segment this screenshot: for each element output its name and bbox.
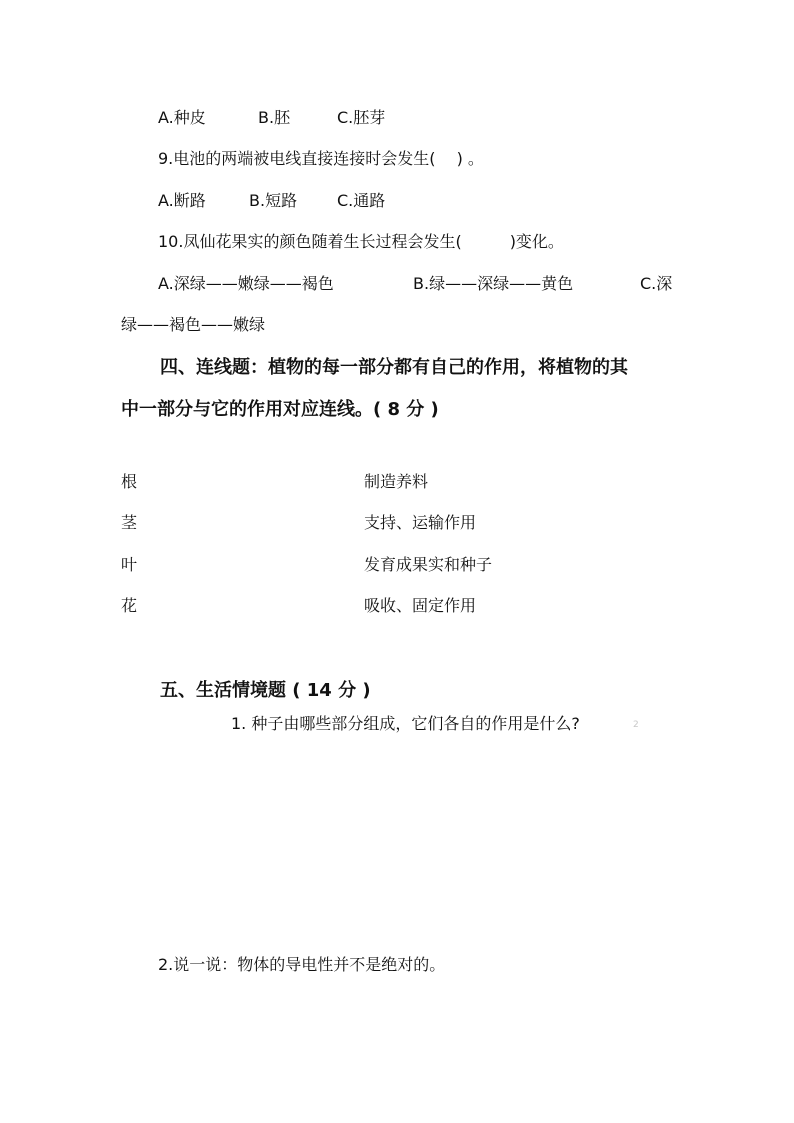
q9-option-c: C.通路: [337, 191, 386, 210]
faint-mark: 2: [633, 720, 639, 730]
plant-function-2: 支持、运输作用: [364, 513, 477, 532]
plant-part-stem: 茎: [121, 513, 138, 532]
q10-stem: 10.凤仙花果实的颜色随着生长过程会发生( )变化。: [158, 232, 564, 251]
q10-option-c: C.深: [640, 274, 673, 293]
section5-title: 五、生活情境题 ( 14 分 ): [160, 680, 371, 701]
q8-option-c: C.胚芽: [337, 108, 386, 127]
q8-option-b: B.胚: [258, 108, 291, 127]
q8-option-a: A.种皮: [158, 108, 206, 127]
q9-option-a: A.断路: [158, 191, 206, 210]
section5-question-1: 1. 种子由哪些部分组成，它们各自的作用是什么?: [231, 714, 580, 733]
plant-part-leaf: 叶: [121, 555, 138, 574]
q10-option-b: B.绿——深绿——黄色: [413, 274, 574, 293]
plant-part-root: 根: [121, 472, 138, 491]
q10-option-a: A.深绿——嫩绿——褐色: [158, 274, 334, 293]
section4-title-line1: 四、连线题：植物的每一部分都有自己的作用，将植物的其: [160, 357, 628, 378]
plant-function-3: 发育成果实和种子: [364, 555, 493, 574]
plant-function-4: 吸收、固定作用: [364, 596, 477, 615]
q10-option-c-continued: 绿——褐色——嫩绿: [121, 315, 266, 334]
section5-question-2: 2.说一说：物体的导电性并不是绝对的。: [158, 955, 446, 974]
plant-function-1: 制造养料: [364, 472, 429, 491]
plant-part-flower: 花: [121, 596, 138, 615]
q9-stem: 9.电池的两端被电线直接连接时会发生( ) 。: [158, 149, 484, 168]
section4-title-line2: 中一部分与它的作用对应连线。( 8 分 ): [121, 399, 439, 420]
q9-option-b: B.短路: [249, 191, 298, 210]
